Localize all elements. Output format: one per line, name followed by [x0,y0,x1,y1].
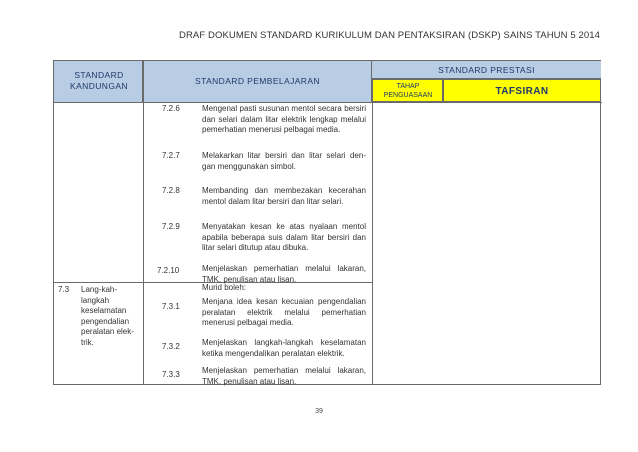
standard-text: Membanding dan membezakan kecerahan mentol dalam litar bersiri dan litar selari. [202,186,366,206]
standard-code: 7.2.9 [162,222,180,231]
standard-text: Menjana idea kesan kecuaian pengendalian peralatan elektrik melalui pemerhatian menerusi pelbagai media. [202,297,366,327]
header-tahap: TAHAP PENGUASAAN [383,83,433,99]
standard-text: Mengenal pasti susunan mentol secara bersiri dan selari dalam litar elektrik lengkap melalui pemerhatian menerusi pelbagai media. [202,104,366,134]
standard-code: 7.2.6 [162,104,180,113]
header-pembelajaran: STANDARD PEMBELAJARAN [195,76,320,86]
document-title: DRAF DOKUMEN STANDARD KURIKULUM DAN PENTAKSIRAN (DSKP) SAINS TAHUN 5 2014 [179,30,600,41]
header-kandungan: STANDARD KANDUNGAN [70,70,128,91]
standard-code: 7.3.3 [162,370,180,379]
standard-text: Murid boleh: [202,283,247,292]
standard-text: Menjelaskan langkah-langkah keselamatan ketika mengendalikan peralatan elektrik. [202,338,366,358]
column-divider [143,61,144,384]
header-tafsiran: TAFSIRAN [495,86,549,97]
standard-text: Menjelaskan pemerhatian melalui lakaran, TMK, penulisan atau lisan. [202,366,366,386]
standard-text: Menjelaskan pemerhatian melalui lakaran, TMK, penulisan atau lisan. [202,264,366,284]
standard-code: 7.3.2 [162,342,180,351]
standard-code: 7.2.8 [162,186,180,195]
standard-code: 7.3.1 [162,302,180,311]
standard-text: Melakarkan litar bersiri dan litar selari den-gan menggunakan simbol. [202,151,366,171]
header-prestasi: STANDARD PRESTASI [438,65,535,75]
kandungan-number: 7.3 [58,285,70,294]
curriculum-table [53,60,601,385]
header-bottom-border [54,102,602,103]
standard-text: Menyatakan kesan ke atas nyalaan mentol apabila beberapa suis dalam litar bersiri dan litar selari ditutup atau dibuka. [202,222,366,252]
column-divider [372,102,373,384]
document-header [0,30,638,41]
page-number: 39 [315,408,323,415]
kandungan-text: Lang-kah-langkah keselamatan pengendalian peralatan elek-trik. [81,285,134,347]
standard-code: 7.2.10 [157,266,180,275]
standard-code: 7.2.7 [162,151,180,160]
